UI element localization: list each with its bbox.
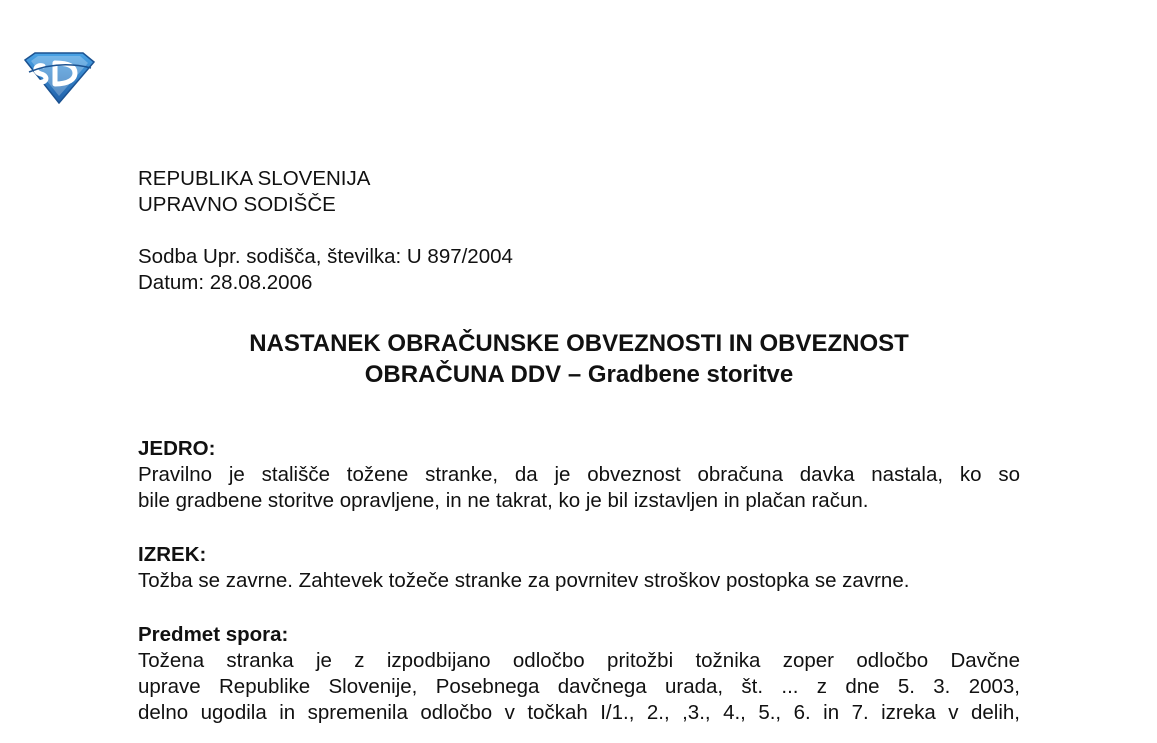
paragraph-line: Pravilno je stališče tožene stranke, da je obveznost obračuna davka nastala, ko so: [138, 463, 1020, 486]
section-heading: Predmet spora:: [138, 623, 289, 646]
section-heading: IZREK:: [138, 543, 207, 566]
judgment-document: [138, 166, 1020, 726]
title-line-2: OBRAČUNA DDV – Gradbene storitve: [364, 361, 794, 388]
court-logo-icon: [21, 50, 97, 104]
paragraph-line: Tožena stranka je z izpodbijano odločbo pritožbi tožnika zoper odločbo Davčne: [138, 649, 1020, 672]
paragraph-line: Tožba se zavrne. Zahtevek tožeče stranke za povrnitev stroškov postopka se zavrne.: [138, 569, 910, 592]
paragraph-line: uprave Republike Slovenije, Posebnega davčnega urada, št. ... z dne 5. 3. 2003,: [138, 675, 1020, 698]
section-predmet-spora: [138, 622, 1020, 726]
section-izrek: [138, 542, 1020, 594]
judgment-date: Datum: 28.08.2006: [138, 271, 313, 294]
country-name: REPUBLIKA SLOVENIJA: [138, 167, 371, 190]
section-jedro: [138, 436, 1020, 514]
section-heading: JEDRO:: [138, 437, 216, 460]
court-name: UPRAVNO SODIŠČE: [138, 193, 336, 216]
case-number: Sodba Upr. sodišča, številka: U 897/2004: [138, 245, 513, 268]
document-title: [138, 328, 1020, 390]
paragraph-line: bile gradbene storitve opravljene, in ne takrat, ko je bil izstavljen in plačan račun.: [138, 489, 869, 512]
paragraph-line: delno ugodila in spremenila odločbo v točkah I/1., 2., ,3., 4., 5., 6. in 7. izreka v delih,: [138, 701, 1020, 724]
title-line-1: NASTANEK OBRAČUNSKE OBVEZNOSTI IN OBVEZNOST: [249, 330, 909, 357]
